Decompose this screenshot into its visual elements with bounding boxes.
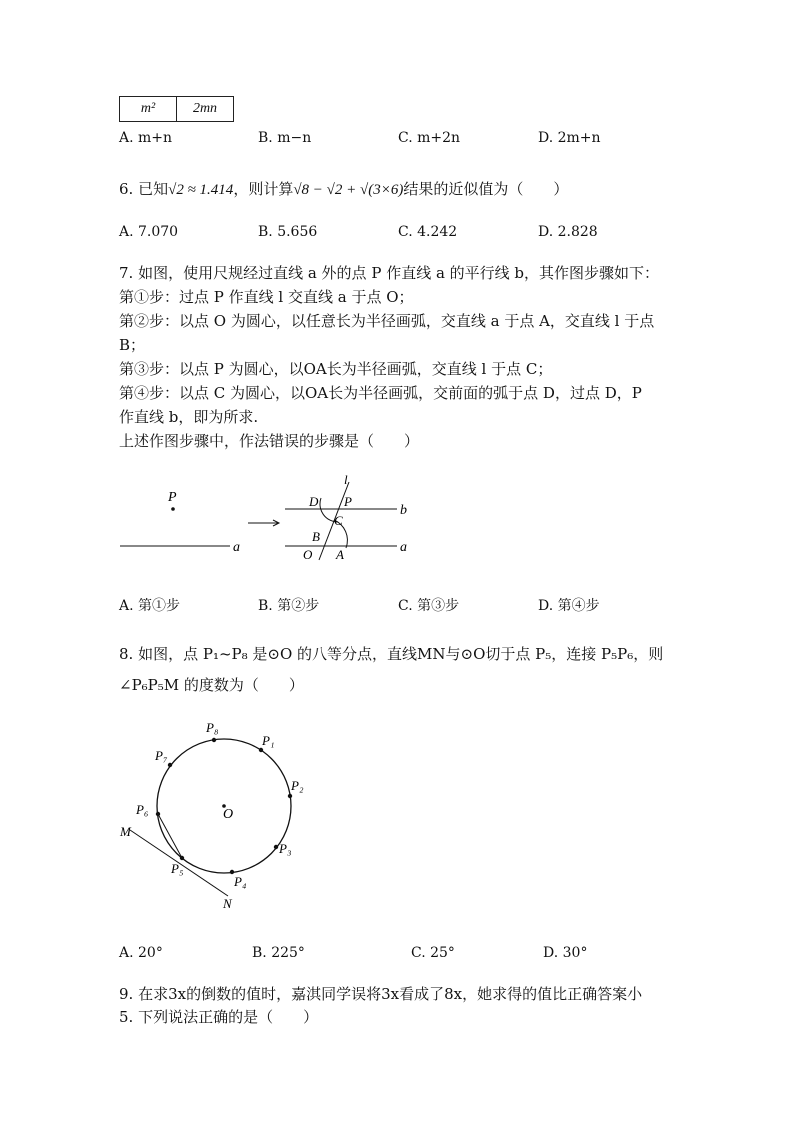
q8-option-b: B. 225° xyxy=(252,945,305,961)
q7-option-a: A. 第①步 xyxy=(119,598,181,614)
q5-option-a: A. m+n xyxy=(119,130,173,146)
q7-line: 作直线 b，即为所求. xyxy=(119,408,259,426)
q5-option-c: C. m+2n xyxy=(398,130,461,146)
label-p-right: P xyxy=(344,494,352,509)
point-p8 xyxy=(212,738,216,742)
q7-line: 7. 如图，使用尺规经过直线 a 外的点 P 作直线 a 的平行线 b，其作图步骤如下： xyxy=(119,264,660,282)
label-c: C xyxy=(334,513,343,528)
q7-option-d: D. 第④步 xyxy=(538,598,600,614)
label-a-copy: a xyxy=(400,540,407,555)
label-p7: P₇ xyxy=(155,748,168,763)
q7-line: 第①步：过点 P 作直线 l 交直线 a 于点 O； xyxy=(119,288,414,306)
label-p4: P₄ xyxy=(234,874,247,889)
q6-suffix: 结果的近似值为（ ） xyxy=(403,180,569,198)
point-p1 xyxy=(259,748,263,752)
q6-option-b: B. 5.656 xyxy=(258,224,318,240)
point-p xyxy=(171,507,175,511)
q5-option-d: D. 2m+n xyxy=(538,130,601,146)
q7-option-c: C. 第③步 xyxy=(398,598,460,614)
point-p2 xyxy=(288,794,292,798)
q6-mid: ，则计算 xyxy=(233,180,294,198)
label-l: l xyxy=(344,472,348,487)
label-b: b xyxy=(400,503,407,518)
label-b-point: B xyxy=(312,529,320,544)
table-cell: m² xyxy=(120,97,177,122)
q8-figure xyxy=(110,712,310,912)
q6-approx: √2 ≈ 1.414 xyxy=(168,182,234,198)
label-p3: P₃ xyxy=(279,841,292,856)
fragment-table xyxy=(119,96,234,122)
label-p: P xyxy=(168,490,177,505)
label-a: a xyxy=(233,540,240,555)
q7-line: 第③步：以点 P 为圆心，以OA长为半径画弧，交直线 l 于点 C； xyxy=(119,360,553,378)
label-a-point: A xyxy=(336,547,344,562)
label-o: O xyxy=(223,807,234,822)
label-p6: P₆ xyxy=(136,802,149,817)
q7-line: B； xyxy=(119,336,146,354)
q6-option-d: D. 2.828 xyxy=(538,224,598,240)
q7-line: 第②步：以点 O 为圆心，以任意长为半径画弧，交直线 a 于点 A，交直线 l 于点 xyxy=(119,312,655,330)
q6-expression: √8 − √2 + √(3×6) xyxy=(293,182,404,198)
q6-option-a: A. 7.070 xyxy=(119,224,179,240)
q6-prefix: 6. 已知 xyxy=(119,180,169,198)
q8-line-2: ∠P₆P₅M 的度数为（ ） xyxy=(119,676,304,694)
table-cell: 2mn xyxy=(177,97,234,122)
label-p2: P₂ xyxy=(291,778,304,793)
q8-option-d: D. 30° xyxy=(543,945,588,961)
question-6 xyxy=(119,178,568,199)
label-d: D xyxy=(309,494,319,509)
point-p3 xyxy=(274,845,278,849)
q5-option-b: B. m−n xyxy=(258,130,312,146)
point-p7 xyxy=(168,763,172,767)
q9-line-2: 5. 下列说法正确的是（ ） xyxy=(119,1008,319,1026)
label-o: O xyxy=(303,547,313,562)
q8-option-c: C. 25° xyxy=(411,945,455,961)
label-p8: P₈ xyxy=(206,720,219,735)
q7-figure xyxy=(110,470,430,570)
label-n: N xyxy=(223,896,232,911)
q8-line-1: 8. 如图，点 P₁~P₈ 是⊙O 的八等分点，直线MN与⊙O切于点 P₅，连接 P₅P₆，则 xyxy=(119,645,664,663)
label-p5: P₅ xyxy=(171,861,184,876)
q7-option-b: B. 第②步 xyxy=(258,598,320,614)
q6-option-c: C. 4.242 xyxy=(398,224,458,240)
q8-option-a: A. 20° xyxy=(119,945,163,961)
label-m: M xyxy=(120,824,131,839)
q9-line-1: 9. 在求3x的倒数的值时，嘉淇同学误将3x看成了8x，她求得的值比正确答案小 xyxy=(119,985,643,1003)
q7-line: 第④步：以点 C 为圆心，以OA长为半径画弧，交前面的弧于点 D，过点 D，P xyxy=(119,384,642,402)
label-p1: P₁ xyxy=(262,733,275,748)
q7-line: 上述作图步骤中，作法错误的步骤是（ ） xyxy=(119,432,420,450)
